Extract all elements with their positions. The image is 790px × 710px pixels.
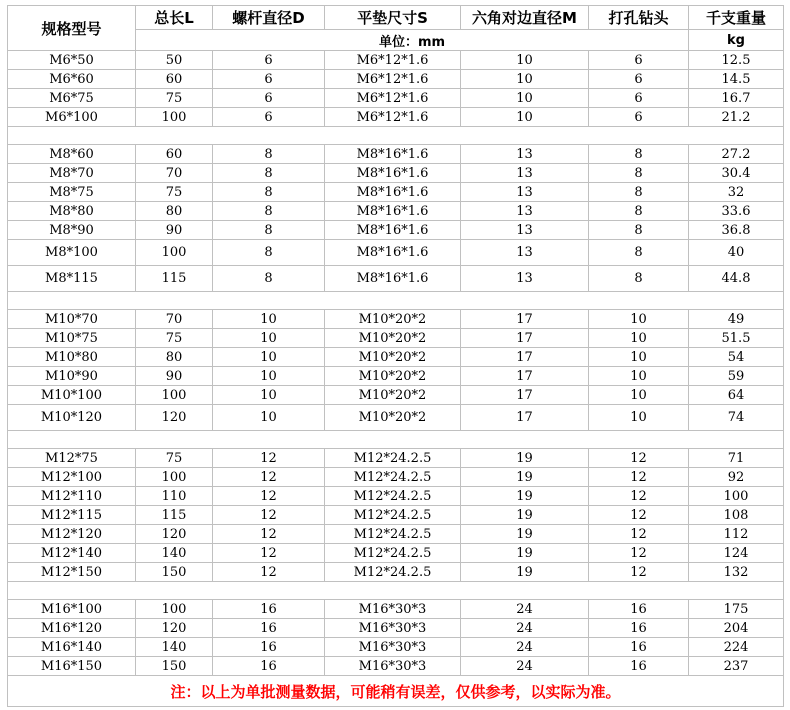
cell-model: M8*80	[8, 202, 136, 221]
cell-washer: M12*24.2.5	[325, 544, 461, 563]
cell-hex: 17	[461, 367, 589, 386]
cell-weight: 21.2	[689, 108, 784, 127]
group-separator	[8, 431, 784, 449]
cell-drill: 16	[589, 600, 689, 619]
table-row	[8, 449, 784, 468]
cell-length: 75	[136, 449, 213, 468]
cell-diameter: 12	[213, 525, 325, 544]
cell-diameter: 6	[213, 51, 325, 70]
table-row	[8, 386, 784, 405]
group-separator	[8, 292, 784, 310]
cell-weight: 124	[689, 544, 784, 563]
cell-washer: M12*24.2.5	[325, 506, 461, 525]
cell-length: 80	[136, 202, 213, 221]
cell-model: M16*150	[8, 657, 136, 676]
cell-model: M10*75	[8, 329, 136, 348]
cell-drill: 12	[589, 487, 689, 506]
cell-weight: 59	[689, 367, 784, 386]
cell-washer: M8*16*1.6	[325, 221, 461, 240]
cell-diameter: 6	[213, 89, 325, 108]
cell-length: 115	[136, 506, 213, 525]
cell-length: 115	[136, 266, 213, 292]
cell-hex: 13	[461, 202, 589, 221]
cell-weight: 44.8	[689, 266, 784, 292]
header-drill: 打孔钻头	[589, 6, 689, 30]
table-row	[8, 310, 784, 329]
cell-length: 120	[136, 525, 213, 544]
cell-diameter: 8	[213, 266, 325, 292]
cell-washer: M12*24.2.5	[325, 563, 461, 582]
cell-washer: M12*24.2.5	[325, 468, 461, 487]
cell-drill: 12	[589, 506, 689, 525]
cell-length: 70	[136, 164, 213, 183]
cell-diameter: 10	[213, 310, 325, 329]
cell-model: M10*100	[8, 386, 136, 405]
header-model: 规格型号	[8, 6, 136, 51]
cell-length: 90	[136, 221, 213, 240]
cell-washer: M6*12*1.6	[325, 70, 461, 89]
cell-model: M8*75	[8, 183, 136, 202]
cell-diameter: 16	[213, 638, 325, 657]
cell-hex: 19	[461, 544, 589, 563]
cell-length: 140	[136, 544, 213, 563]
cell-weight: 204	[689, 619, 784, 638]
table-row	[8, 70, 784, 89]
table-row	[8, 348, 784, 367]
table-row	[8, 525, 784, 544]
table-row	[8, 329, 784, 348]
cell-model: M10*80	[8, 348, 136, 367]
header-washer: 平垫尺寸S	[325, 6, 461, 30]
cell-hex: 24	[461, 619, 589, 638]
table-row	[8, 563, 784, 582]
cell-diameter: 12	[213, 563, 325, 582]
cell-weight: 64	[689, 386, 784, 405]
cell-diameter: 12	[213, 506, 325, 525]
cell-drill: 8	[589, 240, 689, 266]
cell-model: M8*60	[8, 145, 136, 164]
cell-drill: 12	[589, 449, 689, 468]
unit-label: 单位：mm	[136, 30, 689, 51]
cell-hex: 17	[461, 386, 589, 405]
cell-weight: 224	[689, 638, 784, 657]
cell-weight: 49	[689, 310, 784, 329]
cell-model: M12*150	[8, 563, 136, 582]
cell-weight: 14.5	[689, 70, 784, 89]
cell-model: M10*120	[8, 405, 136, 431]
cell-weight: 32	[689, 183, 784, 202]
cell-diameter: 16	[213, 657, 325, 676]
cell-model: M6*60	[8, 70, 136, 89]
cell-hex: 24	[461, 600, 589, 619]
cell-weight: 30.4	[689, 164, 784, 183]
cell-washer: M8*16*1.6	[325, 145, 461, 164]
cell-weight: 16.7	[689, 89, 784, 108]
cell-drill: 12	[589, 525, 689, 544]
cell-length: 150	[136, 657, 213, 676]
cell-length: 110	[136, 487, 213, 506]
table-row	[8, 638, 784, 657]
cell-length: 100	[136, 600, 213, 619]
cell-length: 100	[136, 108, 213, 127]
cell-length: 90	[136, 367, 213, 386]
cell-weight: 100	[689, 487, 784, 506]
cell-length: 75	[136, 329, 213, 348]
separator-cell	[8, 582, 784, 600]
cell-length: 70	[136, 310, 213, 329]
cell-hex: 17	[461, 310, 589, 329]
cell-diameter: 8	[213, 183, 325, 202]
cell-hex: 19	[461, 449, 589, 468]
cell-hex: 10	[461, 51, 589, 70]
cell-weight: 237	[689, 657, 784, 676]
cell-model: M12*110	[8, 487, 136, 506]
cell-hex: 10	[461, 89, 589, 108]
cell-diameter: 10	[213, 367, 325, 386]
cell-weight: 33.6	[689, 202, 784, 221]
table-row	[8, 183, 784, 202]
cell-model: M16*100	[8, 600, 136, 619]
cell-drill: 6	[589, 70, 689, 89]
cell-drill: 10	[589, 329, 689, 348]
cell-diameter: 8	[213, 240, 325, 266]
cell-drill: 6	[589, 51, 689, 70]
cell-hex: 13	[461, 164, 589, 183]
table-row	[8, 164, 784, 183]
cell-drill: 8	[589, 183, 689, 202]
cell-hex: 19	[461, 525, 589, 544]
table-row	[8, 468, 784, 487]
table-row	[8, 544, 784, 563]
cell-hex: 10	[461, 108, 589, 127]
table-row	[8, 51, 784, 70]
cell-diameter: 10	[213, 329, 325, 348]
cell-drill: 8	[589, 266, 689, 292]
cell-length: 60	[136, 145, 213, 164]
cell-length: 75	[136, 89, 213, 108]
cell-hex: 17	[461, 405, 589, 431]
cell-diameter: 16	[213, 619, 325, 638]
cell-weight: 92	[689, 468, 784, 487]
cell-hex: 13	[461, 145, 589, 164]
table-row	[8, 266, 784, 292]
cell-hex: 17	[461, 348, 589, 367]
cell-model: M6*75	[8, 89, 136, 108]
cell-model: M12*115	[8, 506, 136, 525]
cell-drill: 10	[589, 310, 689, 329]
cell-weight: 12.5	[689, 51, 784, 70]
cell-washer: M16*30*3	[325, 619, 461, 638]
group-separator	[8, 127, 784, 145]
cell-weight: 175	[689, 600, 784, 619]
header-diameter: 螺杆直径D	[213, 6, 325, 30]
cell-weight: 71	[689, 449, 784, 468]
table-row	[8, 108, 784, 127]
cell-washer: M16*30*3	[325, 657, 461, 676]
table-row	[8, 145, 784, 164]
cell-length: 150	[136, 563, 213, 582]
table-row	[8, 405, 784, 431]
cell-drill: 12	[589, 544, 689, 563]
cell-washer: M8*16*1.6	[325, 266, 461, 292]
cell-diameter: 8	[213, 221, 325, 240]
cell-hex: 17	[461, 329, 589, 348]
cell-diameter: 12	[213, 544, 325, 563]
note-row	[8, 676, 784, 707]
cell-hex: 13	[461, 240, 589, 266]
cell-diameter: 16	[213, 600, 325, 619]
cell-model: M10*70	[8, 310, 136, 329]
cell-drill: 10	[589, 405, 689, 431]
cell-weight: 132	[689, 563, 784, 582]
cell-model: M8*70	[8, 164, 136, 183]
table-row	[8, 221, 784, 240]
cell-washer: M10*20*2	[325, 405, 461, 431]
cell-weight: 74	[689, 405, 784, 431]
cell-length: 100	[136, 386, 213, 405]
cell-washer: M8*16*1.6	[325, 240, 461, 266]
group-separator	[8, 582, 784, 600]
cell-weight: 108	[689, 506, 784, 525]
cell-diameter: 6	[213, 108, 325, 127]
cell-weight: 51.5	[689, 329, 784, 348]
cell-washer: M10*20*2	[325, 348, 461, 367]
table-row	[8, 657, 784, 676]
cell-model: M8*90	[8, 221, 136, 240]
cell-length: 60	[136, 70, 213, 89]
cell-drill: 6	[589, 108, 689, 127]
cell-diameter: 8	[213, 202, 325, 221]
cell-washer: M10*20*2	[325, 329, 461, 348]
cell-model: M12*75	[8, 449, 136, 468]
table-row	[8, 487, 784, 506]
header-weight: 千支重量	[689, 6, 784, 30]
cell-hex: 19	[461, 468, 589, 487]
cell-model: M6*100	[8, 108, 136, 127]
cell-drill: 10	[589, 386, 689, 405]
cell-washer: M10*20*2	[325, 386, 461, 405]
cell-model: M16*120	[8, 619, 136, 638]
cell-washer: M8*16*1.6	[325, 164, 461, 183]
cell-diameter: 8	[213, 164, 325, 183]
header-row	[8, 6, 784, 30]
cell-drill: 12	[589, 468, 689, 487]
table-row	[8, 619, 784, 638]
cell-length: 120	[136, 405, 213, 431]
separator-cell	[8, 127, 784, 145]
cell-diameter: 12	[213, 468, 325, 487]
cell-drill: 8	[589, 202, 689, 221]
cell-washer: M6*12*1.6	[325, 51, 461, 70]
cell-drill: 10	[589, 367, 689, 386]
cell-drill: 16	[589, 619, 689, 638]
cell-washer: M16*30*3	[325, 638, 461, 657]
cell-diameter: 12	[213, 487, 325, 506]
cell-diameter: 10	[213, 348, 325, 367]
cell-drill: 6	[589, 89, 689, 108]
cell-drill: 8	[589, 145, 689, 164]
cell-washer: M10*20*2	[325, 367, 461, 386]
cell-drill: 16	[589, 657, 689, 676]
cell-hex: 24	[461, 638, 589, 657]
spec-body	[8, 51, 784, 676]
cell-model: M12*100	[8, 468, 136, 487]
cell-washer: M12*24.2.5	[325, 449, 461, 468]
cell-hex: 19	[461, 563, 589, 582]
cell-drill: 16	[589, 638, 689, 657]
cell-drill: 8	[589, 221, 689, 240]
cell-model: M8*115	[8, 266, 136, 292]
cell-length: 80	[136, 348, 213, 367]
cell-hex: 24	[461, 657, 589, 676]
cell-hex: 19	[461, 506, 589, 525]
cell-model: M10*90	[8, 367, 136, 386]
table-row	[8, 367, 784, 386]
cell-diameter: 12	[213, 449, 325, 468]
cell-length: 100	[136, 468, 213, 487]
cell-diameter: 10	[213, 405, 325, 431]
cell-weight: 54	[689, 348, 784, 367]
separator-cell	[8, 292, 784, 310]
unit-weight: kg	[689, 30, 784, 51]
cell-hex: 13	[461, 183, 589, 202]
cell-washer: M16*30*3	[325, 600, 461, 619]
cell-weight: 40	[689, 240, 784, 266]
cell-length: 50	[136, 51, 213, 70]
cell-weight: 36.8	[689, 221, 784, 240]
cell-diameter: 10	[213, 386, 325, 405]
cell-hex: 13	[461, 221, 589, 240]
cell-washer: M12*24.2.5	[325, 487, 461, 506]
cell-model: M6*50	[8, 51, 136, 70]
cell-hex: 10	[461, 70, 589, 89]
header-length: 总长L	[136, 6, 213, 30]
cell-washer: M8*16*1.6	[325, 183, 461, 202]
cell-drill: 10	[589, 348, 689, 367]
cell-hex: 19	[461, 487, 589, 506]
cell-drill: 8	[589, 164, 689, 183]
cell-hex: 13	[461, 266, 589, 292]
cell-washer: M6*12*1.6	[325, 108, 461, 127]
cell-length: 75	[136, 183, 213, 202]
cell-washer: M8*16*1.6	[325, 202, 461, 221]
cell-weight: 27.2	[689, 145, 784, 164]
cell-model: M12*120	[8, 525, 136, 544]
cell-weight: 112	[689, 525, 784, 544]
table-row	[8, 89, 784, 108]
cell-washer: M12*24.2.5	[325, 525, 461, 544]
cell-length: 120	[136, 619, 213, 638]
separator-cell	[8, 431, 784, 449]
cell-model: M16*140	[8, 638, 136, 657]
cell-washer: M10*20*2	[325, 310, 461, 329]
table-row	[8, 202, 784, 221]
table-row	[8, 240, 784, 266]
table-row	[8, 600, 784, 619]
cell-length: 140	[136, 638, 213, 657]
spec-table	[7, 5, 784, 707]
cell-drill: 12	[589, 563, 689, 582]
header-hex: 六角对边直径M	[461, 6, 589, 30]
cell-model: M8*100	[8, 240, 136, 266]
cell-model: M12*140	[8, 544, 136, 563]
cell-washer: M6*12*1.6	[325, 89, 461, 108]
table-row	[8, 506, 784, 525]
disclaimer-note: 注：以上为单批测量数据，可能稍有误差，仅供参考，以实际为准。	[8, 676, 784, 707]
cell-length: 100	[136, 240, 213, 266]
cell-diameter: 8	[213, 145, 325, 164]
cell-diameter: 6	[213, 70, 325, 89]
